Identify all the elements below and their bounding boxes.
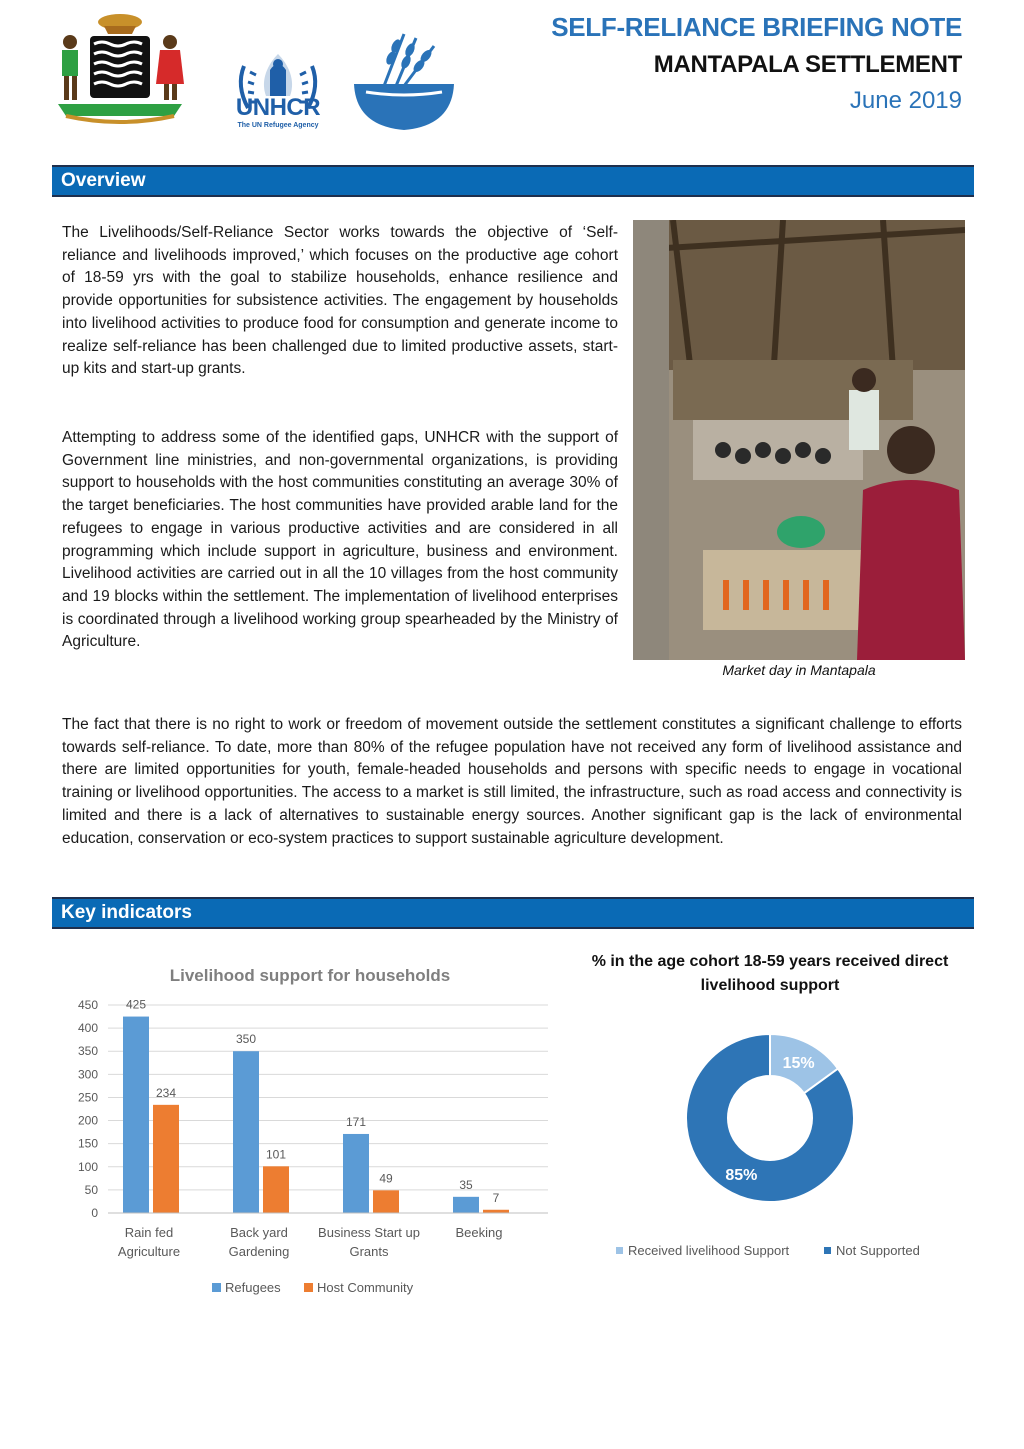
market-day-photo [633, 220, 965, 660]
category-label: Back yard [230, 1225, 288, 1240]
data-label: 171 [345, 1114, 367, 1129]
y-tick-label: 100 [77, 1159, 98, 1174]
title-block [551, 12, 962, 115]
data-label: 7 [492, 1190, 500, 1205]
data-label: 101 [265, 1147, 287, 1162]
overview-heading: Overview [52, 165, 974, 197]
donut-data-label: 85% [725, 1167, 758, 1185]
data-label: 35 [459, 1177, 473, 1192]
document-subtitle: MANTAPALA SETTLEMENT [653, 51, 962, 78]
y-tick-label: 300 [77, 1067, 98, 1082]
legend-label: Received livelihood Support [628, 1243, 790, 1258]
category-label: Business Start up [318, 1225, 420, 1240]
document-date: June 2019 [849, 87, 962, 114]
bar-chart-title: Livelihood support for households [169, 966, 451, 985]
y-tick-label: 250 [77, 1090, 98, 1105]
legend-swatch [212, 1283, 221, 1292]
bar-refugees [233, 1051, 259, 1213]
livelihood-donut-chart [600, 1010, 940, 1270]
category-label: Rain fed [124, 1225, 174, 1240]
document-title: SELF-RELIANCE BRIEFING NOTE [551, 12, 962, 42]
bar-host-community [153, 1105, 179, 1213]
unhcr-wordmark: UNHCR [235, 94, 321, 121]
bar-refugees [123, 1017, 149, 1213]
livelihood-bar-chart [60, 955, 560, 1305]
bar-host-community [263, 1166, 289, 1213]
donut-chart-title: % in the age cohort 18-59 years received direct livelihood support [591, 953, 949, 994]
category-label: Beeking [455, 1225, 503, 1240]
bar-refugees [343, 1134, 369, 1213]
y-tick-label: 50 [84, 1182, 98, 1197]
key-indicators-heading: Key indicators [52, 897, 974, 929]
data-label: 350 [235, 1032, 257, 1047]
y-tick-label: 200 [77, 1113, 98, 1128]
data-label: 49 [379, 1171, 393, 1186]
legend-swatch [616, 1247, 623, 1254]
data-label: 234 [155, 1085, 177, 1100]
data-label: 425 [125, 997, 147, 1012]
y-tick-label: 350 [77, 1044, 98, 1059]
category-label: Grants [349, 1244, 389, 1259]
legend-label: Host Community [317, 1280, 414, 1295]
category-label: Gardening [228, 1244, 290, 1259]
photo-caption: Market day in Mantapala [722, 662, 876, 678]
y-tick-label: 450 [77, 998, 98, 1012]
legend-swatch [304, 1283, 313, 1292]
unhcr-tagline: The UN Refugee Agency [237, 122, 319, 129]
overview-paragraph-1: The Livelihoods/Self-Reliance Sector works towards the objective of ‘Self-reliance and livelihoods improved,’ which focuses on the productive age cohort of 18-59 yrs with the goal to stabilize households, enhance resilience and provide opportunities for subsistence activities. The engagement by households into livelihood activities to produce food for consumption and generate income to realize self-reliance has been challenged due to limited productive assets, start-up kits and start-up grants. [62, 224, 618, 378]
overview-paragraph-3: The fact that there is no right to work or freedom of movement outside the settlement constitutes a significant challenge to efforts towards self-reliance. To date, more than 80% of the refugee population have not received any form of livelihood assistance and there are limited opportunities for youth, female-headed households and persons with specific needs to engage in vocational training or livelihood opportunities. The access to a market is still limited, the infrastructure, such as road access and connectivity is limited and there is a lack of alternatives to sustainable energy sources. Another significant gap is the lack of environmental education, conservation or eco-system practices to support sustainable agriculture development. [62, 716, 962, 847]
category-label: Agriculture [117, 1244, 181, 1259]
y-tick-label: 150 [77, 1136, 98, 1151]
legend-swatch [824, 1247, 831, 1254]
zambia-coat-of-arms-icon [44, 12, 196, 124]
legend-label: Not Supported [836, 1243, 920, 1258]
legend-label: Refugees [225, 1280, 281, 1295]
overview-paragraph-2: Attempting to address some of the identified gaps, UNHCR with the support of Government line ministries, and non-governmental organizations, is providing support to households with the host communities constituting an average 30% of the target beneficiaries. The host communities have provided arable land for the refugees to engage in various productive activities and are considered in all programming which include support in agriculture, business and environment. Livelihood activities are carried out in all the 10 villages from the host community and 19 blocks within the settlement. The implementation of livelihood enterprises is coordinated through a livelihood working group spearheaded by the Ministry of Agriculture. [62, 429, 618, 651]
y-tick-label: 400 [77, 1021, 98, 1036]
header-logos [44, 12, 474, 132]
donut-data-label: 15% [782, 1054, 815, 1072]
wfp-logo-icon [344, 26, 464, 136]
bar-refugees [453, 1197, 479, 1213]
y-tick-label: 0 [91, 1206, 98, 1220]
bar-host-community [373, 1190, 399, 1213]
